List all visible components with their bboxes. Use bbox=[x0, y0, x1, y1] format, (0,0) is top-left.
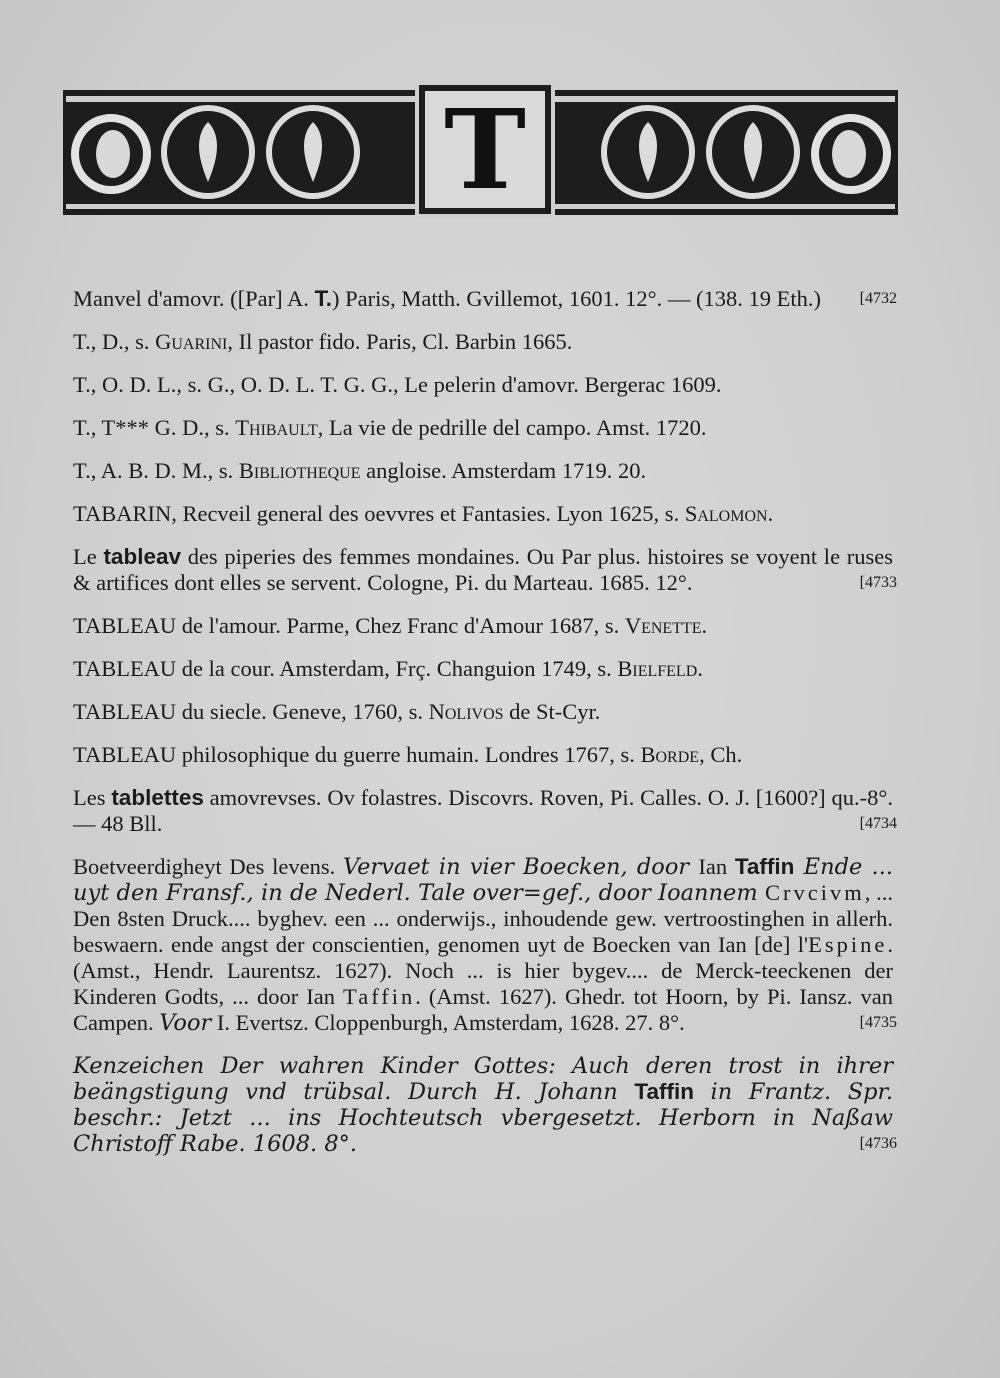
catalog-entry: T., T*** G. D., s. Thibault, La vie de pedrille del campo. Amst. 1720. bbox=[73, 415, 707, 440]
catalog-entry: Les tablettes amovrevses. Ov folastres. Discovrs. Roven, Pi. Calles. O. J. [1600?] qu.-8°. — 48 Bll. [4734 bbox=[73, 785, 897, 836]
catalog-entry: TABLEAU de la cour. Amsterdam, Frç. Changuion 1749, s. Bielfeld. bbox=[73, 656, 703, 681]
entry-number: [4736 bbox=[859, 1135, 897, 1152]
catalog-entry: Boetveerdigheyt Des levens. Vervaet in vier Boecken, door Ian Taffin Ende ... uyt den Fransf., in de Nederl. Tale over=gef., door Ioannem Crvcivm, ... Den 8sten Druck.... byghev. een ... onderwijs., inhoudende gew. vertroostinghen in allerh. beswaern. ende angst der conscientien, genomen uyt de Boecken van Ian [de] l'Espine. (Amst., Hendr. Laurentsz. 1627). Noch ... is hier bygev.... de Merck-teeckenen der Kinderen Godts, ... door Ian Taffin. (Amst. 1627). Ghedr. tot Hoorn, by Pi. Iansz. van Campen. Voor I. Evertsz. Cloppenburgh, Amsterdam, 1628. 27. 8°. [4735 bbox=[73, 854, 897, 1036]
entry-number: [4734 bbox=[859, 815, 897, 832]
entry-number: [4732 bbox=[859, 290, 897, 307]
catalog-entry: TABLEAU de l'amour. Parme, Chez Franc d'Amour 1687, s. Venette. bbox=[73, 613, 708, 638]
entry-number: [4733 bbox=[859, 574, 897, 591]
entry-number: [4735 bbox=[859, 1014, 897, 1031]
catalog-entry: T., O. D. L., s. G., O. D. L. T. G. G., Le pelerin d'amovr. Bergerac 1609. bbox=[73, 372, 722, 397]
catalog-entry: TABLEAU philosophique du guerre humain. Londres 1767, s. Borde, Ch. bbox=[73, 742, 743, 767]
catalog-entry: Kenzeichen Der wahren Kinder Gottes: Auch deren trost in ihrer beängstigung vnd trübsal. Durch H. Johann Taffin in Frantz. Spr. beschr.: Jetzt ... ins Hochteutsch vbergesetzt. Herborn in Naßaw Christoff Rabe. 1608. 8°. [4736 bbox=[73, 1053, 897, 1157]
ornamental-header-band bbox=[63, 82, 898, 217]
initial-letter: T bbox=[444, 85, 526, 214]
catalog-entry: T., A. B. D. M., s. Bibliotheque angloise. Amsterdam 1719. 20. bbox=[73, 458, 647, 483]
catalog-entries bbox=[73, 286, 897, 1174]
catalog-entry: Le tableav des piperies des femmes mondaines. Ou Par plus. histoires se voyent le ruses & artifices dont elles se servent. Cologne, Pi. du Marteau. 1685. 12°. [4733 bbox=[73, 544, 897, 595]
catalog-entry: TABARIN, Recveil general des oevvres et Fantasies. Lyon 1625, s. Salomon. bbox=[73, 501, 774, 526]
catalog-entry: Manvel d'amovr. ([Par] A. T.) Paris, Matth. Gvillemot, 1601. 12°. — (138. 19 Eth.) [4732 bbox=[73, 286, 897, 311]
catalog-entry: TABLEAU du siecle. Geneve, 1760, s. Nolivos de St-Cyr. bbox=[73, 699, 601, 724]
catalog-entry: T., D., s. Guarini, Il pastor fido. Paris, Cl. Barbin 1665. bbox=[73, 329, 573, 354]
